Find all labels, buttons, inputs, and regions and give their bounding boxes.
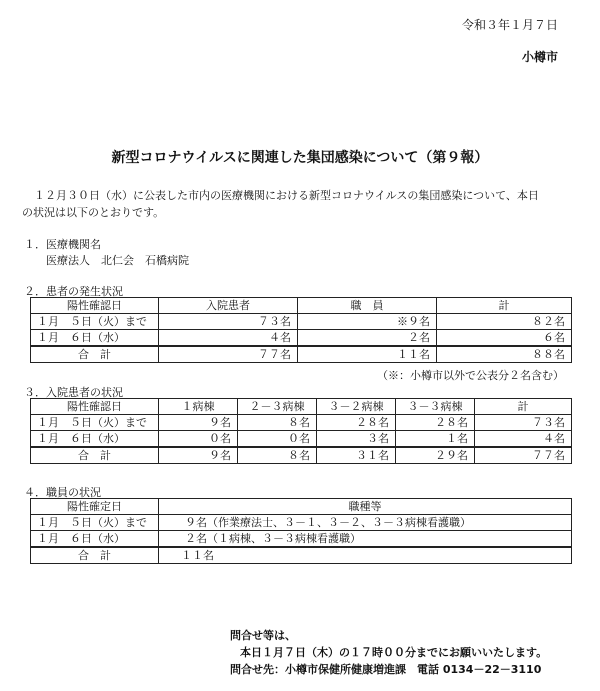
section3-heading: ３．入院患者の状況 [24, 386, 123, 399]
value-cell: １名 [396, 431, 475, 448]
table-header-row [31, 298, 572, 314]
detail-cell: １１名 [159, 547, 572, 564]
table-row [31, 415, 572, 431]
header-cell: 計 [437, 298, 572, 314]
value-cell: ９名 [159, 415, 238, 431]
value-cell: ２８名 [396, 415, 475, 431]
value-cell: ８２名 [437, 314, 572, 330]
table-row [31, 314, 572, 330]
date-cell: １月 ６日（水） [31, 431, 159, 448]
date-cell: １月 ６日（水） [31, 330, 159, 347]
issuer-name: 小樽市 [521, 50, 558, 64]
header-cell: 職 員 [298, 298, 437, 314]
table-header-row [31, 499, 572, 515]
table-row [31, 431, 572, 448]
header-cell: ３－２病棟 [317, 399, 396, 415]
table-total-row [31, 447, 572, 464]
date-cell: １月 ６日（水） [31, 531, 159, 548]
value-cell: ７３名 [159, 314, 298, 330]
header-cell: １病棟 [159, 399, 238, 415]
inpatient-status-table [30, 398, 572, 464]
staff-status-table [30, 498, 572, 564]
inquiry-deadline: 本日１月７日（木）の１７時００分までにお願いいたします。 [240, 646, 548, 659]
value-cell: ８８名 [437, 346, 572, 363]
value-cell: ８名 [238, 447, 317, 464]
header-cell: 陽性確定日 [31, 499, 159, 515]
value-cell: ２９名 [396, 447, 475, 464]
document-date: 令和３年１月７日 [461, 18, 558, 32]
table-row [31, 515, 572, 531]
total-label: 合 計 [31, 447, 159, 464]
section1-heading: １．医療機関名 [24, 238, 101, 251]
header-cell: ３－３病棟 [396, 399, 475, 415]
total-label: 合 計 [31, 346, 159, 363]
header-cell: 入院患者 [159, 298, 298, 314]
header-cell: 職種等 [159, 499, 572, 515]
intro-line-2: の状況は以下のとおりです。 [22, 206, 165, 219]
date-cell: １月 ５日（火）まで [31, 415, 159, 431]
value-cell: ２名 [298, 330, 437, 347]
table-header-row [31, 399, 572, 415]
patient-occurrence-table [30, 297, 572, 363]
header-cell: 計 [475, 399, 572, 415]
value-cell: １１名 [298, 346, 437, 363]
value-cell: ※９名 [298, 314, 437, 330]
table-row [31, 531, 572, 548]
value-cell: ８名 [238, 415, 317, 431]
value-cell: ７７名 [475, 447, 572, 464]
intro-line-1: １２月３０日（水）に公表した市内の医療機関における新型コロナウイルスの集団感染について、本日 [34, 189, 539, 202]
table-total-row [31, 547, 572, 564]
date-cell: １月 ５日（火）まで [31, 515, 159, 531]
value-cell: ７３名 [475, 415, 572, 431]
header-cell: 陽性確認日 [31, 399, 159, 415]
value-cell: ０名 [238, 431, 317, 448]
value-cell: ２８名 [317, 415, 396, 431]
inquiry-label: 問合せ等は、 [230, 629, 296, 642]
date-cell: １月 ５日（火）まで [31, 314, 159, 330]
value-cell: ４名 [475, 431, 572, 448]
hospital-name: 医療法人 北仁会 石橋病院 [46, 254, 189, 267]
header-cell: 陽性確認日 [31, 298, 159, 314]
value-cell: ４名 [159, 330, 298, 347]
header-cell: ２－３病棟 [238, 399, 317, 415]
value-cell: ３１名 [317, 447, 396, 464]
value-cell: ３名 [317, 431, 396, 448]
section4-heading: ４．職員の状況 [24, 486, 101, 499]
document-title: 新型コロナウイルスに関連した集団感染について（第９報） [111, 150, 489, 166]
value-cell: ９名 [159, 447, 238, 464]
detail-cell: ２名（１病棟、３－３病棟看護職） [159, 531, 572, 548]
table-row [31, 330, 572, 347]
section2-heading: ２．患者の発生状況 [24, 285, 123, 298]
value-cell: ０名 [159, 431, 238, 448]
inquiry-contact: 問合せ先：小樽市保健所健康増進課 電話 0134－22－3110 [230, 663, 542, 676]
detail-cell: ９名（作業療法士、３－１、３－２、３－３病棟看護職） [159, 515, 572, 531]
total-label: 合 計 [31, 547, 159, 564]
value-cell: ７７名 [159, 346, 298, 363]
table-total-row [31, 346, 572, 363]
value-cell: ６名 [437, 330, 572, 347]
table-note: （※：小樽市以外で公表分２名含む） [377, 369, 564, 382]
